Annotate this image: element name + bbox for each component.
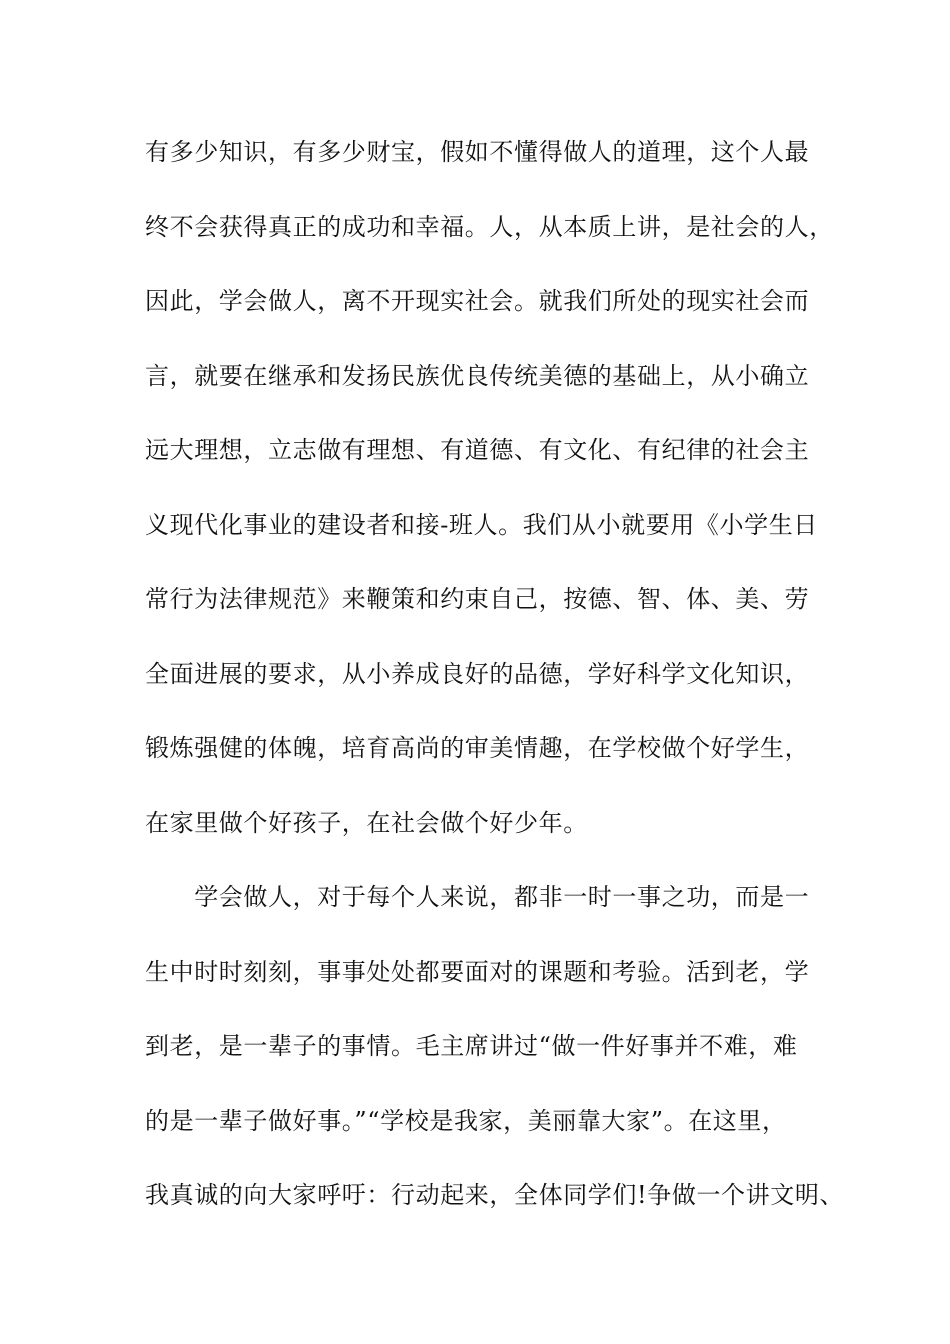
text-line: 义现代化事业的建设者和接-班人。我们从小就要用《小学生日 (145, 510, 818, 539)
text-line: 学会做人，对于每个人来说，都非一时一事之功，而是一 (145, 883, 810, 911)
text-line: 言，就要在继承和发扬民族优良传统美德的基础上，从小确立 (145, 361, 810, 390)
text-line: 在家里做个好孩子，在社会做个好少年。 (145, 808, 588, 837)
text-line: 终不会获得真正的成功和幸福。人，从本质上讲，是社会的人， (145, 212, 834, 241)
text-line: 的是一辈子做好事。”“学校是我家，美丽靠大家”。在这里， (145, 1106, 787, 1135)
text-line: 生中时时刻刻，事事处处都要面对的课题和考验。活到老，学 (145, 957, 810, 986)
body-text (145, 128, 845, 1246)
text-line: 锻炼强健的体魄，培育高尚的审美情趣，在学校做个好学生， (145, 734, 810, 762)
text-line: 常行为法律规范》来鞭策和约束自己，按德、智、体、美、劳 (145, 585, 810, 613)
text-line: 远大理想，立志做有理想、有道德、有文化、有纪律的社会主 (145, 436, 810, 464)
text-line: 全面进展的要求，从小养成良好的品德，学好科学文化知识， (145, 659, 810, 688)
text-line: 因此，学会做人，离不开现实社会。就我们所处的现实社会而 (145, 287, 810, 315)
text-line: 有多少知识，有多少财宝，假如不懂得做人的道理，这个人最 (145, 138, 810, 166)
text-line: 我真诚的向大家呼吁：行动起来，全体同学们!争做一个讲文明、 (145, 1181, 845, 1209)
text-line: 到老，是一辈子的事情。毛主席讲过“做一件好事并不难，难 (145, 1032, 798, 1060)
